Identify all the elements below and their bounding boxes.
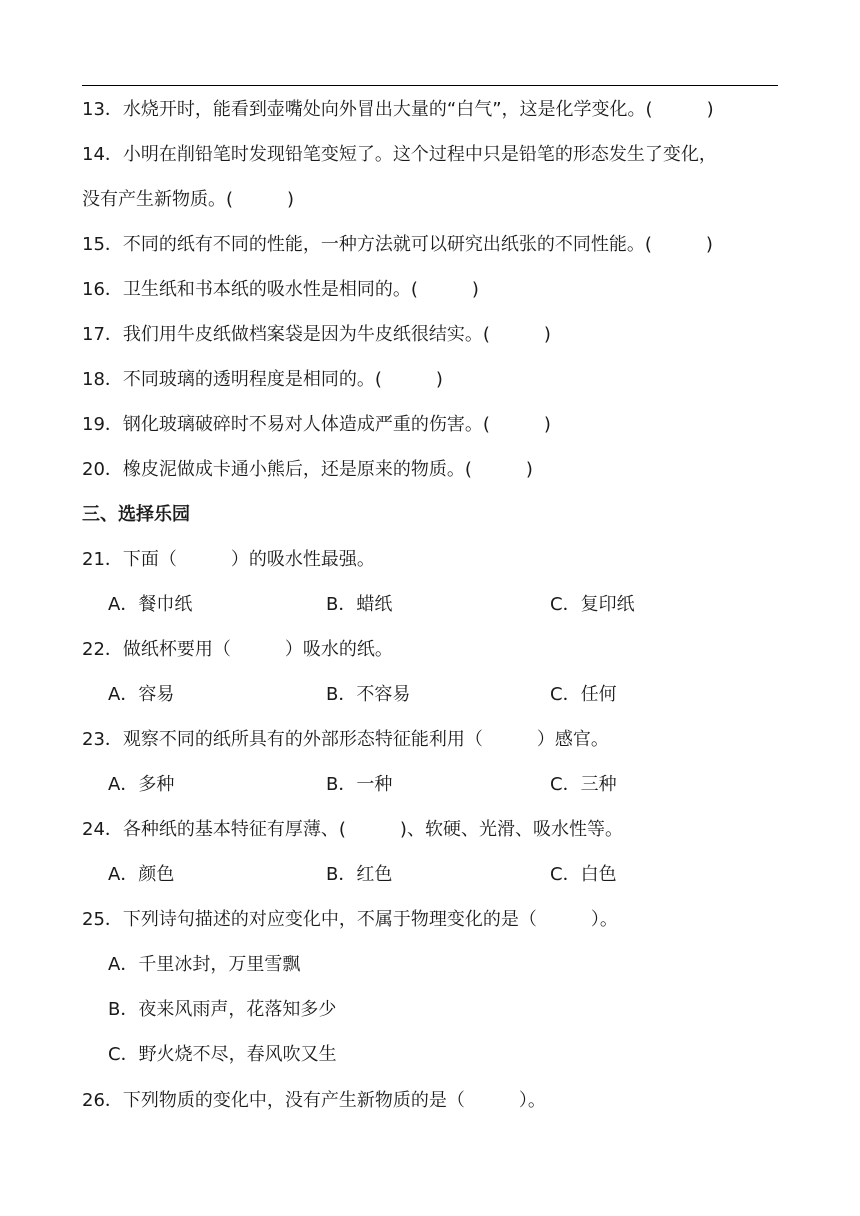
option-b: B．不容易	[326, 684, 411, 705]
question-23: 23．观察不同的纸所具有的外部形态特征能利用（ ）感官。	[82, 729, 609, 750]
section-heading: 三、选择乐园	[82, 504, 190, 525]
judgment-14-cont: 没有产生新物质。( )	[82, 189, 295, 210]
option-c: C．三种	[550, 774, 617, 795]
judgment-18: 18．不同玻璃的透明程度是相同的。( )	[82, 369, 443, 390]
judgment-15: 15．不同的纸有不同的性能，一种方法就可以研究出纸张的不同性能。( )	[82, 234, 713, 255]
option-a: A．餐巾纸	[108, 594, 193, 615]
header-rule	[82, 85, 778, 86]
option-a: A．颜色	[108, 864, 175, 885]
judgment-20: 20．橡皮泥做成卡通小熊后，还是原来的物质。( )	[82, 459, 533, 480]
option-a: A．容易	[108, 684, 175, 705]
judgment-14: 14．小明在削铅笔时发现铅笔变短了。这个过程中只是铅笔的形态发生了变化，	[82, 144, 717, 165]
question-25-option-b: B．夜来风雨声，花落知多少	[108, 999, 337, 1020]
judgment-17: 17．我们用牛皮纸做档案袋是因为牛皮纸很结实。( )	[82, 324, 551, 345]
question-21: 21．下面（ ）的吸水性最强。	[82, 549, 375, 570]
option-c: C．复印纸	[550, 594, 635, 615]
question-24: 24．各种纸的基本特征有厚薄、( )、软硬、光滑、吸水性等。	[82, 819, 623, 840]
option-c: C．任何	[550, 684, 617, 705]
option-c: C．白色	[550, 864, 617, 885]
question-22: 22．做纸杯要用（ ）吸水的纸。	[82, 639, 393, 660]
question-25-option-c: C．野火烧不尽，春风吹又生	[108, 1044, 337, 1065]
question-26: 26．下列物质的变化中，没有产生新物质的是（ ）。	[82, 1090, 546, 1111]
option-a: A．多种	[108, 774, 175, 795]
question-25-option-a: A．千里冰封，万里雪飘	[108, 954, 301, 975]
judgment-16: 16．卫生纸和书本纸的吸水性是相同的。( )	[82, 279, 479, 300]
question-25: 25．下列诗句描述的对应变化中，不属于物理变化的是（ ）。	[82, 909, 618, 930]
option-b: B．红色	[326, 864, 393, 885]
option-b: B．蜡纸	[326, 594, 393, 615]
judgment-13: 13．水烧开时，能看到壶嘴处向外冒出大量的“白气”，这是化学变化。( )	[82, 99, 714, 120]
option-b: B．一种	[326, 774, 393, 795]
judgment-19: 19．钢化玻璃破碎时不易对人体造成严重的伤害。( )	[82, 414, 551, 435]
